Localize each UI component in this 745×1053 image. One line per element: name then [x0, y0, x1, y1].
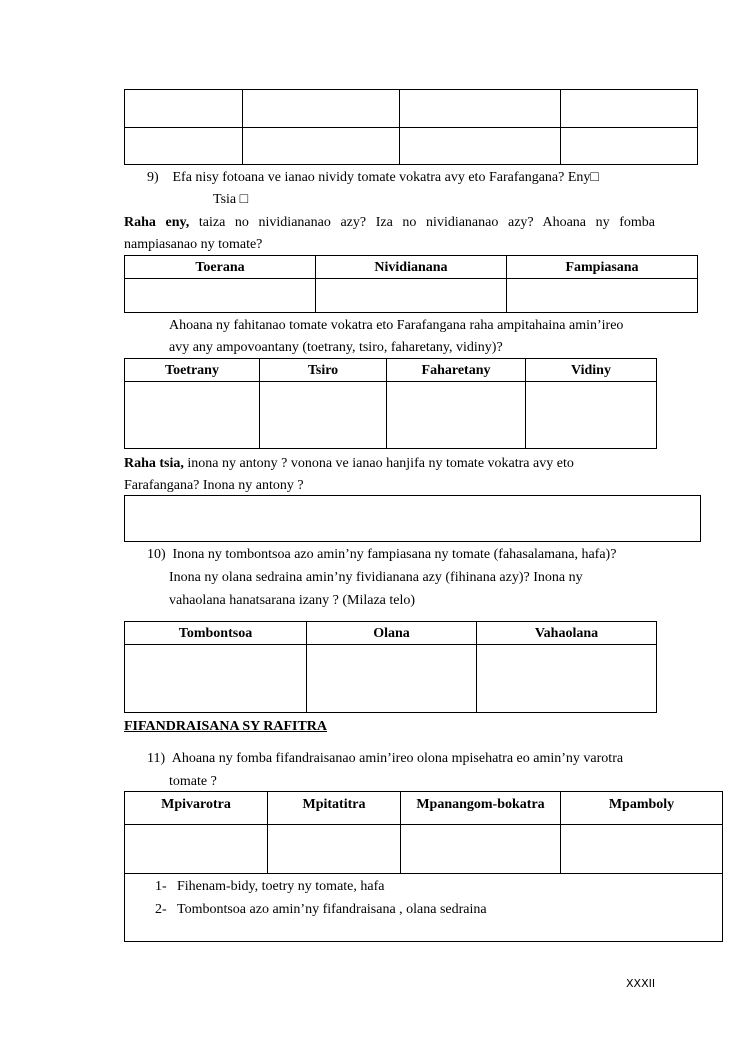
table-cell — [507, 279, 698, 313]
question-number: 9) — [147, 170, 159, 185]
note-number: 1- — [155, 879, 167, 894]
toerana-table — [124, 255, 698, 313]
raha-tsia-line-2: Farafangana? Inona ny antony ? — [124, 478, 304, 493]
notes-cell — [125, 874, 723, 942]
note-number: 2- — [155, 901, 167, 917]
raha-tsia-text: inona ny antony ? vonona ve ianao hanjifa ny tomate vokatra avy eto — [183, 456, 574, 471]
table-cell — [477, 645, 657, 713]
table-cell — [561, 128, 698, 165]
table-header: Olana — [307, 622, 477, 645]
table-cell — [125, 825, 268, 874]
question-text: Inona ny tombontsoa azo amin’ny fampiasana ny tomate (fahasalamana, hafa)? — [172, 547, 617, 562]
tsia-label: Tsia — [213, 192, 240, 207]
question-10 — [147, 547, 616, 564]
page-number: XXXII — [626, 977, 656, 990]
raha-tsia-line-1 — [124, 456, 574, 473]
table-header: Vahaolana — [477, 622, 657, 645]
table-cell — [561, 90, 698, 128]
note-item — [155, 879, 722, 896]
raha-eny-lead: Raha eny, — [124, 215, 190, 230]
table-cell — [387, 382, 526, 449]
table-header: Mpivarotra — [125, 792, 268, 825]
table-cell — [125, 90, 243, 128]
table-cell — [561, 825, 723, 874]
section-heading: FIFANDRAISANA SY RAFITRA — [124, 719, 328, 734]
table-header: Nividianana — [316, 256, 507, 279]
question-number: 11) — [147, 751, 166, 766]
table-cell — [125, 645, 307, 713]
ahoana-line-1: Ahoana ny fahitanao tomate vokatra eto Farafangana raha ampitahaina amin’ireo — [169, 318, 624, 333]
table-header: Fampiasana — [507, 256, 698, 279]
answer-box[interactable] — [124, 495, 701, 542]
table-header: Vidiny — [526, 359, 657, 382]
table-cell — [260, 382, 387, 449]
tombontsoa-table — [124, 621, 657, 713]
question-10-line-2: Inona ny olana sedraina amin’ny fividianana azy (fihinana azy)? Inona ny — [169, 570, 583, 585]
question-11 — [147, 751, 623, 768]
table-cell — [400, 128, 561, 165]
note-text: Fihenam-bidy, toetry ny tomate, hafa — [177, 879, 385, 894]
table-header: Toerana — [125, 256, 316, 279]
note-text: Tombontsoa azo amin’ny fifandraisana , olana sedraina — [177, 901, 487, 917]
table-header: Mpanangom-bokatra — [401, 792, 561, 825]
top-table — [124, 89, 698, 165]
table-cell — [125, 128, 243, 165]
toetrany-table — [124, 358, 657, 449]
ahoana-line-2: avy any ampovoantany (toetrany, tsiro, faharetany, vidiny)? — [169, 340, 503, 355]
table-cell — [125, 382, 260, 449]
question-text: Efa nisy fotoana ve ianao nividy tomate vokatra avy eto Farafangana? Eny — [172, 170, 591, 185]
table-cell — [526, 382, 657, 449]
eny-checkbox[interactable]: □ — [590, 170, 599, 185]
mpivarotra-table — [124, 791, 723, 942]
raha-tsia-lead: Raha tsia, — [124, 456, 184, 471]
table-cell — [307, 645, 477, 713]
question-11-line-2: tomate ? — [169, 774, 217, 789]
table-cell — [243, 90, 400, 128]
tsia-checkbox[interactable]: □ — [239, 192, 249, 207]
table-header: Mpitatitra — [268, 792, 401, 825]
raha-eny-line-1 — [124, 215, 655, 232]
table-cell — [125, 279, 316, 313]
raha-eny-line-2: nampiasanao ny tomate? — [124, 237, 263, 252]
table-header: Mpamboly — [561, 792, 723, 825]
note-item — [155, 902, 722, 919]
question-10-line-3: vahaolana hanatsarana izany ? (Milaza telo) — [169, 593, 416, 608]
question-text: Ahoana ny fomba fifandraisanao amin’ireo olona mpisehatra eo amin’ny varotra — [171, 751, 624, 766]
table-header: Tsiro — [260, 359, 387, 382]
table-cell — [268, 825, 401, 874]
question-9 — [147, 170, 599, 187]
table-header: Faharetany — [387, 359, 526, 382]
table-header: Tombontsoa — [125, 622, 307, 645]
tsia-option — [213, 192, 248, 209]
table-header: Toetrany — [125, 359, 260, 382]
question-number: 10) — [147, 547, 166, 562]
table-cell — [243, 128, 400, 165]
table-cell — [316, 279, 507, 313]
raha-eny-text: taiza no nividiananao azy? Iza no nividiananao azy? Ahoana ny fomba — [198, 215, 656, 230]
table-cell — [401, 825, 561, 874]
table-cell — [400, 90, 561, 128]
